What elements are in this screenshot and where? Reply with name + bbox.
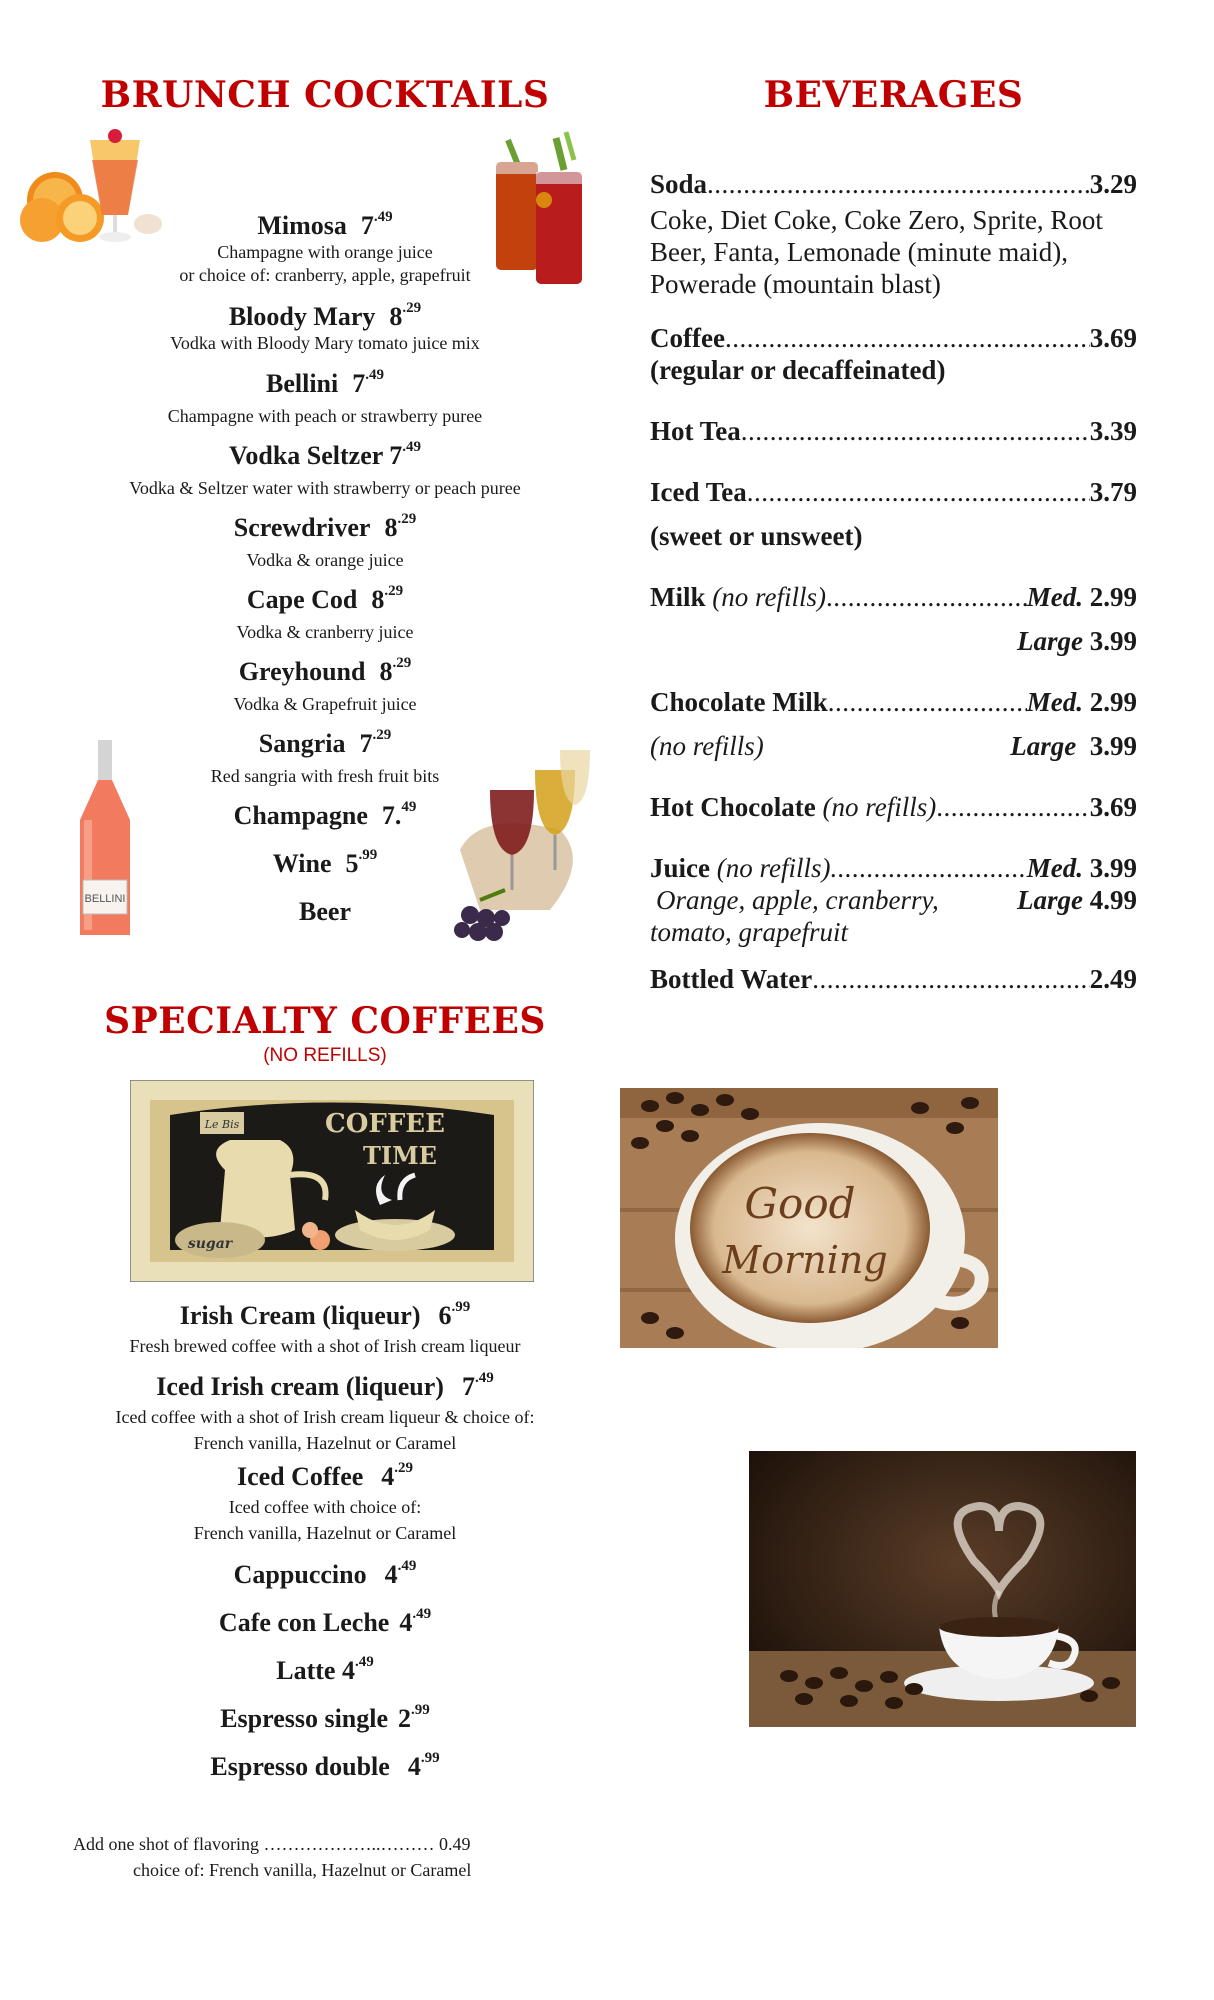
item-name: Cappuccino	[233, 1560, 367, 1589]
beverage-description: Orange, apple, cranberry,	[656, 885, 939, 915]
item-name: Irish Cream (liqueur)	[179, 1301, 421, 1330]
beverage-description: Coke, Diet Coke, Coke Zero, Sprite, Root Beer, Fanta, Lemonade (minute maid), Powerade (mountain blast)	[650, 205, 1103, 299]
item-price: $8^{.29}$	[379, 655, 412, 686]
menu-item-vodka-seltzer	[60, 441, 590, 500]
beverage-name: Milk	[650, 582, 706, 612]
sign-time-text: TIME	[363, 1141, 437, 1170]
item-name: Espresso double	[210, 1752, 390, 1781]
item-description: Champagne with peach or strawberry puree	[167, 406, 483, 426]
item-price: $6^{.99}$	[438, 1299, 471, 1330]
item-name: Greyhound	[238, 657, 366, 686]
beverage-note: (no refills)	[822, 792, 937, 822]
beverage-juice	[650, 852, 1137, 948]
item-description: French vanilla, Hazelnut or Caramel	[193, 1523, 457, 1543]
beverage-name: Hot Tea	[650, 416, 741, 446]
beverage-price: 3.69	[1089, 792, 1137, 822]
item-price: $8^{.29}$	[389, 300, 422, 331]
menu-item-sangria	[60, 729, 590, 788]
beverage-note: (regular or decaffeinated)	[650, 355, 946, 385]
item-description: Fresh brewed coffee with a shot of Irish cream liqueur	[129, 1336, 521, 1356]
item-price: $5^{.99}$	[345, 847, 378, 878]
beverage-note: (sweet or unsweet)	[650, 521, 863, 551]
item-price: $8^{.29}$	[371, 583, 404, 614]
item-name: Wine	[272, 849, 332, 878]
beverage-name: Soda	[650, 169, 708, 199]
size-label: Large	[1010, 731, 1077, 761]
brunch-cocktails-title: BRUNCH COCKTAILS	[100, 74, 550, 116]
beverage-name: Hot Chocolate	[650, 792, 816, 822]
menu-item-bloody-mary	[60, 302, 590, 355]
sign-coffee-text: COFFEE	[325, 1109, 445, 1139]
item-price: $4^{.99}$	[407, 1750, 440, 1781]
good-morning-coffee-photo	[620, 1088, 998, 1348]
item-price: $8^{.29}$	[384, 511, 417, 542]
menu-item-greyhound	[60, 657, 590, 716]
item-name: Vodka Seltzer	[228, 441, 384, 470]
item-name: Latte 4	[276, 1656, 355, 1685]
item-name: Champagne	[233, 801, 368, 830]
item-name: Beer	[299, 897, 351, 926]
latte-art-good-text: Good	[744, 1179, 856, 1228]
item-price: $7^{.49}$	[461, 1370, 494, 1401]
item-description: Iced coffee with choice of:	[228, 1497, 422, 1517]
item-price: $7^{.49}$	[389, 439, 422, 470]
beverage-price: 3.99	[1089, 853, 1137, 883]
coffee-item-espresso-double	[60, 1752, 590, 1782]
item-name: Cafe con Leche	[218, 1608, 390, 1637]
specialty-coffees-title: SPECIALTY COFFEES	[104, 1000, 546, 1042]
item-description: Vodka & orange juice	[246, 550, 404, 570]
coffee-time-sign-image	[130, 1080, 534, 1282]
item-price: $4^{.49}$	[399, 1606, 432, 1637]
item-description: Red sangria with fresh fruit bits	[210, 766, 440, 786]
menu-item-bellini	[60, 369, 590, 428]
coffee-item-espresso-single	[60, 1704, 590, 1734]
sign-logo-text: Le Bis	[204, 1118, 240, 1131]
item-name: Bellini	[266, 369, 339, 398]
item-name: Iced Irish cream (liqueur)	[156, 1372, 444, 1401]
item-description: Champagne with orange juice	[217, 242, 433, 262]
beverage-note: (no refills).	[716, 853, 838, 883]
item-description: Vodka & cranberry juice	[236, 622, 414, 642]
beverage-price: 3.79	[1089, 477, 1137, 507]
beverage-price: 3.99	[1089, 626, 1137, 656]
beverage-name: Juice	[650, 853, 710, 883]
size-label: Med.	[1026, 687, 1083, 717]
item-price: $2^{.99}$	[398, 1702, 430, 1733]
sign-sugar-text: sugar	[187, 1236, 233, 1252]
item-description: Iced coffee with a shot of Irish cream liqueur & choice of:	[115, 1407, 535, 1427]
item-description: Vodka with Bloody Mary tomato juice mix	[170, 333, 480, 353]
item-name: Iced Coffee	[236, 1462, 364, 1491]
beverage-price: 3.69	[1089, 323, 1137, 353]
item-name: Espresso single	[220, 1704, 389, 1733]
beverage-milk	[650, 581, 1137, 657]
coffee-item-iced-coffee	[60, 1462, 590, 1546]
beverage-name: Chocolate Milk	[650, 687, 828, 717]
size-label: Large	[1017, 885, 1083, 915]
beverage-coffee	[650, 322, 1137, 386]
bellini-label: BELLINI	[84, 893, 126, 905]
item-price: $7^{.29}$	[359, 727, 392, 758]
menu-item-champagne	[60, 801, 590, 831]
beverage-note: (no refills)	[712, 582, 827, 612]
menu-item-mimosa	[60, 211, 590, 287]
beverage-price: 4.99	[1089, 885, 1137, 915]
heart-steam-coffee-photo	[749, 1451, 1136, 1727]
beverage-hot-chocolate	[650, 791, 1137, 823]
beverage-price: 2.99	[1089, 687, 1137, 717]
item-name: Bloody Mary	[228, 302, 376, 331]
beverage-hot-tea	[650, 415, 1137, 447]
item-price: $7^{.49}$	[352, 367, 384, 398]
item-description: or choice of: cranberry, apple, grapefruit	[179, 265, 471, 285]
flavoring-choice-line: choice of: French vanilla, Hazelnut or Caramel	[133, 1860, 472, 1880]
beverage-bottled-water	[650, 963, 1137, 995]
item-name: Mimosa	[257, 211, 347, 240]
beverage-name: Bottled Water	[650, 964, 813, 994]
beverage-price: 3.29	[1089, 169, 1137, 199]
coffee-item-cappuccino	[60, 1560, 590, 1590]
item-price: $4^{.49}$	[384, 1558, 417, 1589]
beverage-price: 2.99	[1089, 582, 1137, 612]
menu-item-wine	[60, 849, 590, 879]
beverage-price: 3.39	[1089, 416, 1137, 446]
coffee-item-latte	[60, 1656, 590, 1686]
coffee-item-cafe-con-leche	[60, 1608, 590, 1638]
item-price: $7^{.49}$	[360, 209, 393, 240]
menu-item-screwdriver	[60, 513, 590, 572]
beverage-price: 3.99	[1089, 731, 1137, 761]
beverage-note: (no refills)	[650, 731, 764, 761]
size-label: Large	[1017, 626, 1083, 656]
menu-item-cape-cod	[60, 585, 590, 644]
beverages-title: BEVERAGES	[763, 74, 1024, 116]
beverage-name: Iced Tea	[650, 477, 747, 507]
beverage-soda	[650, 168, 1137, 300]
size-label: Med.	[1026, 853, 1083, 883]
item-description: French vanilla, Hazelnut or Caramel	[193, 1433, 457, 1453]
menu-item-beer	[60, 897, 590, 927]
item-price: 7.49	[381, 799, 417, 830]
beverage-chocolate-milk	[650, 686, 1137, 762]
beverage-name: Coffee	[650, 323, 725, 353]
latte-art-morning-text: Morning	[722, 1238, 888, 1282]
item-price: .49	[354, 1654, 374, 1670]
item-description: Vodka & Seltzer water with strawberry or peach puree	[129, 478, 521, 498]
item-name: Cape Cod	[246, 585, 358, 614]
coffee-item-irish-cream	[60, 1301, 590, 1359]
no-refills-subtitle: (NO REFILLS)	[263, 1045, 387, 1066]
item-description: Vodka & Grapefruit juice	[233, 694, 417, 714]
coffee-item-iced-irish-cream	[60, 1372, 590, 1456]
size-label: Med.	[1026, 582, 1083, 612]
flavoring-addon-line: Add one shot of flavoring ………………..……… 0.49	[73, 1834, 471, 1854]
item-name: Screwdriver	[233, 513, 371, 542]
beverage-price: 2.49	[1089, 964, 1137, 994]
item-price: $4^{.29}$	[381, 1460, 414, 1491]
beverage-iced-tea	[650, 476, 1137, 552]
beverage-description: tomato, grapefruit	[650, 917, 849, 947]
item-name: Sangria	[258, 729, 346, 758]
